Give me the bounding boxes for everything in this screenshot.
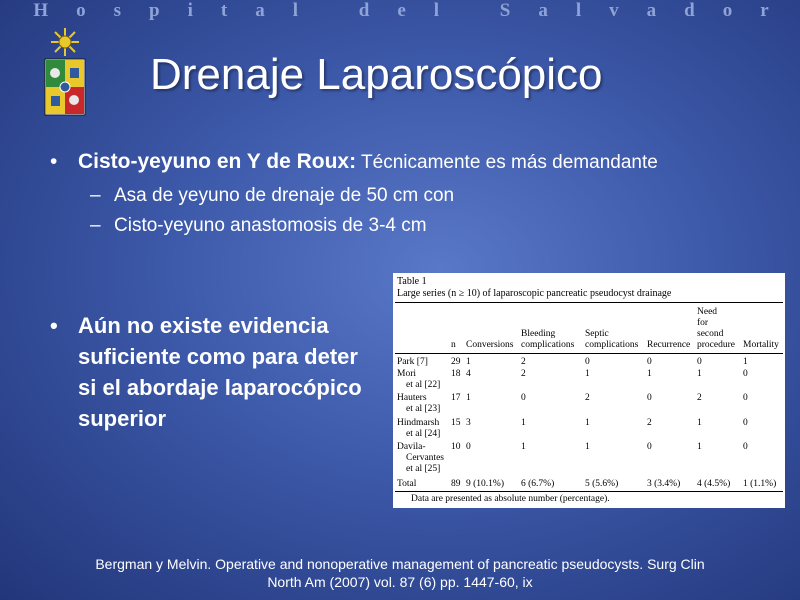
bullet-list-2 — [50, 310, 450, 434]
table-rule — [395, 491, 783, 492]
row-bleed: 1 — [521, 442, 526, 452]
row-study-line: et al [24] — [406, 429, 441, 439]
bullet-text: Técnicamente es más demandante — [356, 152, 658, 173]
row-study — [397, 369, 440, 391]
header-recurrence: Recurrence — [647, 340, 691, 350]
bullet-item — [50, 148, 670, 177]
header-line: procedure — [697, 340, 735, 350]
total-n: 89 — [451, 479, 461, 489]
citation-line: North Am (2007) vol. 87 (6) pp. 1447-60, ix — [267, 574, 533, 590]
header-septic — [585, 329, 638, 351]
row-recur: 0 — [647, 442, 652, 452]
header-line: complications — [585, 340, 639, 350]
header-need — [697, 307, 735, 351]
row-n: 29 — [451, 357, 461, 367]
row-need: 1 — [697, 418, 702, 428]
row-study-line: Hindmarsh — [397, 418, 440, 428]
total-label: Total — [397, 479, 417, 489]
sub-bullet-text: Cisto-yeyuno anastomosis de 3-4 cm — [114, 215, 427, 236]
bullet-line: si el abordaje laparocópico — [78, 375, 362, 400]
row-study-line: Mori — [397, 369, 416, 379]
row-recur: 2 — [647, 418, 652, 428]
row-study-line: et al [25] — [406, 464, 441, 474]
header-line: for — [697, 318, 709, 328]
row-need: 1 — [697, 442, 702, 452]
slide-title: Drenaje Laparoscópico — [150, 50, 603, 99]
university-crest-icon — [40, 26, 90, 122]
row-mort: 0 — [743, 418, 748, 428]
row-study-line: Hauters — [397, 393, 427, 403]
row-mort: 0 — [743, 369, 748, 379]
row-bleed: 2 — [521, 357, 526, 367]
row-mort: 0 — [743, 442, 748, 452]
sub-bullet-item — [50, 181, 670, 211]
header-line: Need — [697, 307, 718, 317]
bullet-list — [50, 148, 670, 241]
row-recur: 0 — [647, 393, 652, 403]
hospital-name: Hospital del Salvador — [33, 0, 797, 21]
row-bleed: 0 — [521, 393, 526, 403]
row-conv: 4 — [466, 369, 471, 379]
row-n: 17 — [451, 393, 461, 403]
total-mort: 1 (1.1%) — [743, 479, 777, 489]
header-line: Septic — [585, 329, 609, 339]
row-study — [397, 442, 444, 475]
bullet-line: Aún no existe evidencia — [78, 313, 329, 338]
row-need: 2 — [697, 393, 702, 403]
citation-footer — [0, 555, 800, 591]
row-septic: 1 — [585, 442, 590, 452]
total-conv: 9 (10.1%) — [466, 479, 504, 489]
header-mortality: Mortality — [743, 340, 779, 350]
row-conv: 3 — [466, 418, 471, 428]
row-study-line: et al [22] — [406, 380, 441, 390]
header-line: complications — [521, 340, 575, 350]
row-mort: 1 — [743, 357, 748, 367]
sub-bullet-dash: – — [90, 185, 101, 206]
header-bleeding — [521, 329, 574, 351]
table-rule — [395, 302, 783, 303]
row-n: 18 — [451, 369, 461, 379]
header-conversions: Conversions — [466, 340, 514, 350]
bullet-dot: • — [50, 313, 58, 338]
table-rule — [395, 353, 783, 354]
sub-bullet-item — [50, 211, 670, 241]
row-study-line: et al [23] — [406, 404, 441, 414]
row-recur: 0 — [647, 357, 652, 367]
table-label: Table 1 — [397, 276, 427, 287]
row-conv: 1 — [466, 357, 471, 367]
row-septic: 1 — [585, 418, 590, 428]
citation-line: Bergman y Melvin. Operative and nonoperative management of pancreatic pseudocysts. Surg Clin — [95, 556, 705, 572]
bullet-line: superior — [78, 406, 167, 431]
sub-bullet-text: Asa de yeyuno de drenaje de 50 cm con — [114, 185, 455, 206]
row-study — [397, 418, 440, 440]
row-n: 10 — [451, 442, 461, 452]
total-need: 4 (4.5%) — [697, 479, 731, 489]
sub-bullet-dash: – — [90, 215, 101, 236]
row-need: 1 — [697, 369, 702, 379]
row-study — [397, 393, 440, 415]
row-study: Park [7] — [397, 357, 428, 367]
bullet-item — [50, 310, 450, 434]
header-line: second — [697, 329, 724, 339]
table-note: Data are presented as absolute number (percentage). — [411, 494, 610, 504]
table-caption: Large series (n ≥ 10) of laparoscopic pancreatic pseudocyst drainage — [397, 288, 672, 299]
row-bleed: 1 — [521, 418, 526, 428]
row-recur: 1 — [647, 369, 652, 379]
row-conv: 1 — [466, 393, 471, 403]
row-study-line: Cervantes — [406, 453, 444, 463]
bullet-line: suficiente como para deter — [78, 344, 358, 369]
total-bleed: 6 (6.7%) — [521, 479, 555, 489]
row-septic: 0 — [585, 357, 590, 367]
header-line: Bleeding — [521, 329, 556, 339]
header-n: n — [451, 340, 456, 350]
row-need: 0 — [697, 357, 702, 367]
bullet-dot: • — [50, 150, 58, 173]
row-n: 15 — [451, 418, 461, 428]
bullet-strong-text: Cisto-yeyuno en Y de Roux: — [78, 150, 357, 173]
evidence-table — [393, 273, 785, 508]
row-septic: 1 — [585, 369, 590, 379]
total-recur: 3 (3.4%) — [647, 479, 681, 489]
row-septic: 2 — [585, 393, 590, 403]
row-bleed: 2 — [521, 369, 526, 379]
total-septic: 5 (5.6%) — [585, 479, 619, 489]
row-study-line: Davila- — [397, 442, 426, 452]
row-mort: 0 — [743, 393, 748, 403]
row-conv: 0 — [466, 442, 471, 452]
